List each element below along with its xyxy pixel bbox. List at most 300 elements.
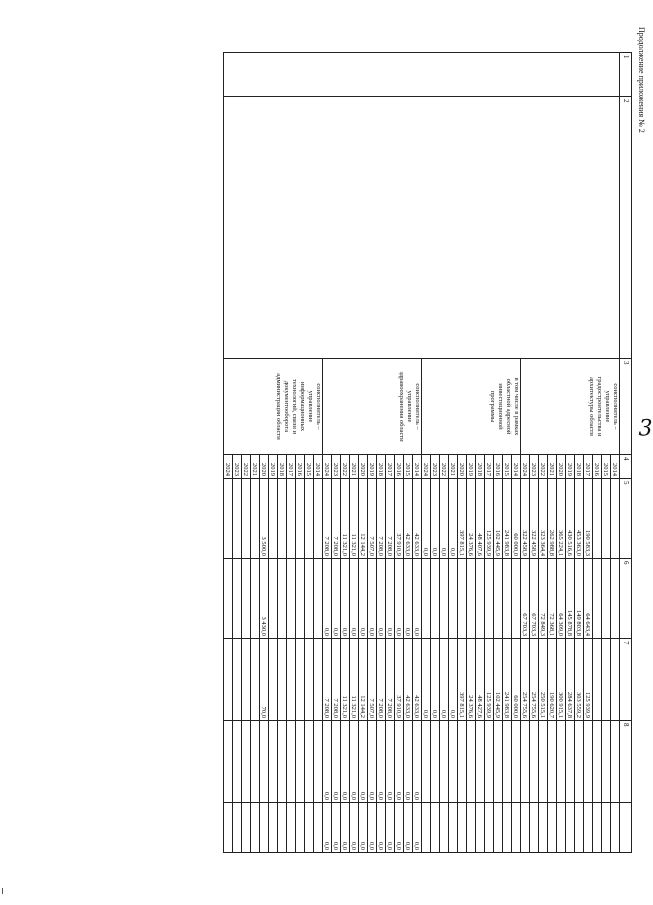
amount-col9-cell bbox=[557, 803, 566, 853]
amount-col7-cell bbox=[242, 639, 251, 721]
amount-total-cell: 0,0 bbox=[449, 479, 458, 559]
year-cell: 2020 bbox=[359, 455, 368, 479]
amount-col6-cell bbox=[503, 559, 512, 639]
year-cell: 2022 bbox=[341, 455, 350, 479]
amount-col9-cell: 0,0 bbox=[377, 803, 386, 853]
executor-line: здравоохранения области bbox=[398, 371, 405, 442]
amount-col9-cell bbox=[530, 803, 539, 853]
executor-line: соисполнитель – bbox=[612, 383, 619, 430]
amount-col6-cell bbox=[305, 559, 314, 639]
amount-col8-cell bbox=[431, 721, 440, 803]
amount-col7-cell: 7 208,0 bbox=[377, 639, 386, 721]
amount-col8-cell: 0,0 bbox=[332, 721, 341, 803]
amount-total-cell bbox=[278, 479, 287, 559]
executor-line: технологий, связи и bbox=[291, 379, 298, 434]
amount-col6-cell bbox=[593, 559, 602, 639]
amount-col7-cell: 0,0 bbox=[422, 639, 431, 721]
amount-total-cell: 125 939,9 bbox=[485, 479, 494, 559]
year-cell: 2022 bbox=[440, 455, 449, 479]
amount-col6-cell: 0,0 bbox=[341, 559, 350, 639]
amount-col6-cell bbox=[224, 559, 233, 639]
amount-total-cell: 7 507,0 bbox=[368, 479, 377, 559]
amount-col6-cell: 0,0 bbox=[404, 559, 413, 639]
amount-total-cell: 102 445,9 bbox=[494, 479, 503, 559]
amount-col8-cell: 0,0 bbox=[377, 721, 386, 803]
amount-col8-cell bbox=[611, 721, 620, 803]
amount-total-cell: 37 910,9 bbox=[395, 479, 404, 559]
amount-col8-cell bbox=[269, 721, 278, 803]
executor-line: в том числе в рамках bbox=[513, 377, 520, 436]
amount-col8-cell bbox=[566, 721, 575, 803]
year-cell: 2016 bbox=[593, 455, 602, 479]
amount-col9-cell bbox=[458, 803, 467, 853]
year-cell: 2023 bbox=[233, 455, 242, 479]
executor-line: документооборота bbox=[283, 380, 290, 433]
amount-total-cell bbox=[251, 479, 260, 559]
year-cell: 2020 bbox=[458, 455, 467, 479]
year-cell: 2014 bbox=[611, 455, 620, 479]
amount-total-cell: 0,0 bbox=[440, 479, 449, 559]
handwritten-page-number: 3 bbox=[638, 416, 653, 442]
amount-col9-cell: 0,0 bbox=[341, 803, 350, 853]
amount-col7-cell: 24 376,6 bbox=[467, 639, 476, 721]
amount-col9-cell bbox=[431, 803, 440, 853]
year-cell: 2020 bbox=[557, 455, 566, 479]
amount-col6-cell bbox=[296, 559, 305, 639]
amount-col7-cell: 0,0 bbox=[440, 639, 449, 721]
executor-cell bbox=[323, 359, 422, 455]
amount-col6-cell bbox=[602, 559, 611, 639]
amount-col9-cell bbox=[269, 803, 278, 853]
year-cell: 2017 bbox=[584, 455, 593, 479]
amount-col8-cell bbox=[602, 721, 611, 803]
amount-total-cell: 322 458,9 bbox=[530, 479, 539, 559]
amount-col9-cell bbox=[278, 803, 287, 853]
year-cell: 2014 bbox=[413, 455, 422, 479]
amount-total-cell: 322 458,9 bbox=[521, 479, 530, 559]
year-cell: 2021 bbox=[449, 455, 458, 479]
amount-col7-cell bbox=[305, 639, 314, 721]
year-cell: 2016 bbox=[296, 455, 305, 479]
amount-col7-cell: 37 910,9 bbox=[395, 639, 404, 721]
amount-total-cell: 323 364,4 bbox=[539, 479, 548, 559]
amount-col8-cell bbox=[512, 721, 521, 803]
amount-col9-cell bbox=[539, 803, 548, 853]
year-cell: 2021 bbox=[548, 455, 557, 479]
year-cell: 2021 bbox=[251, 455, 260, 479]
amount-col7-cell: 190 620,7 bbox=[548, 639, 557, 721]
amount-col7-cell bbox=[611, 639, 620, 721]
amount-col7-cell: 254 755,6 bbox=[521, 639, 530, 721]
amount-col8-cell bbox=[521, 721, 530, 803]
amount-col7-cell: 70,0 bbox=[260, 639, 269, 721]
amount-col6-cell bbox=[512, 559, 521, 639]
amount-total-cell bbox=[611, 479, 620, 559]
colnum-8: 8 bbox=[620, 721, 632, 803]
amount-col9-cell bbox=[575, 803, 584, 853]
amount-col6-cell bbox=[251, 559, 260, 639]
amount-col9-cell bbox=[485, 803, 494, 853]
amount-col7-cell: 48 427,6 bbox=[476, 639, 485, 721]
amount-col7-cell: 7 208,0 bbox=[332, 639, 341, 721]
executor-line: программы bbox=[489, 390, 496, 423]
amount-col7-cell: 125 939,9 bbox=[584, 639, 593, 721]
amount-col7-cell: 11 321,0 bbox=[341, 639, 350, 721]
amount-col7-cell bbox=[251, 639, 260, 721]
amount-col6-cell bbox=[422, 559, 431, 639]
year-cell: 2017 bbox=[287, 455, 296, 479]
amount-col9-cell bbox=[440, 803, 449, 853]
amount-total-cell: 12 144,2 bbox=[359, 479, 368, 559]
amount-col9-cell bbox=[503, 803, 512, 853]
amount-total-cell: 0,0 bbox=[422, 479, 431, 559]
appendix-table bbox=[223, 52, 632, 853]
year-cell: 2022 bbox=[539, 455, 548, 479]
executor-line: инвестиционной bbox=[497, 383, 504, 430]
amount-col7-cell: 12 144,2 bbox=[359, 639, 368, 721]
amount-col8-cell bbox=[296, 721, 305, 803]
amount-col9-cell bbox=[260, 803, 269, 853]
amount-col8-cell: 0,0 bbox=[386, 721, 395, 803]
amount-col6-cell: 72 849,3 bbox=[539, 559, 548, 639]
year-cell: 2021 bbox=[350, 455, 359, 479]
amount-col7-cell: 0,0 bbox=[431, 639, 440, 721]
colnum-6: 6 bbox=[620, 559, 632, 639]
amount-col8-cell bbox=[278, 721, 287, 803]
amount-col6-cell bbox=[458, 559, 467, 639]
executor-line: управление bbox=[406, 390, 413, 423]
amount-col7-cell bbox=[593, 639, 602, 721]
amount-total-cell: 7 208,0 bbox=[332, 479, 341, 559]
amount-total-cell: 430 516,6 bbox=[566, 479, 575, 559]
amount-col6-cell: 64 309,0 bbox=[557, 559, 566, 639]
amount-col9-cell bbox=[494, 803, 503, 853]
amount-total-cell bbox=[314, 479, 323, 559]
amount-col9-cell bbox=[602, 803, 611, 853]
amount-total-cell bbox=[233, 479, 242, 559]
executor-line: градостроительства и bbox=[596, 376, 603, 437]
amount-col9-cell: 0,0 bbox=[359, 803, 368, 853]
amount-col8-cell: 0,0 bbox=[404, 721, 413, 803]
amount-col9-cell: 0,0 bbox=[413, 803, 422, 853]
amount-total-cell: 365 224,1 bbox=[557, 479, 566, 559]
amount-col7-cell: 42 633,0 bbox=[404, 639, 413, 721]
amount-col6-cell: 0,0 bbox=[359, 559, 368, 639]
amount-col8-cell bbox=[242, 721, 251, 803]
amount-col6-cell: 0,0 bbox=[323, 559, 332, 639]
amount-col6-cell bbox=[287, 559, 296, 639]
amount-total-cell: 24 376,6 bbox=[467, 479, 476, 559]
amount-col7-cell: 300 915,1 bbox=[557, 639, 566, 721]
amount-col8-cell bbox=[224, 721, 233, 803]
year-cell: 2024 bbox=[323, 455, 332, 479]
amount-col8-cell bbox=[557, 721, 566, 803]
amount-col9-cell: 0,0 bbox=[332, 803, 341, 853]
amount-col7-cell: 60 000,0 bbox=[512, 639, 521, 721]
colnum-9 bbox=[620, 803, 632, 853]
amount-col6-cell: 0,0 bbox=[413, 559, 422, 639]
amount-col7-cell: 0,0 bbox=[449, 639, 458, 721]
amount-total-cell: 190 583,3 bbox=[584, 479, 593, 559]
year-cell: 2024 bbox=[224, 455, 233, 479]
year-cell: 2015 bbox=[305, 455, 314, 479]
amount-total-cell bbox=[305, 479, 314, 559]
executor-line: администрации области bbox=[275, 373, 282, 440]
amount-col9-cell: 0,0 bbox=[404, 803, 413, 853]
amount-col8-cell: 0,0 bbox=[368, 721, 377, 803]
amount-col8-cell bbox=[251, 721, 260, 803]
amount-total-cell: 241 983,8 bbox=[503, 479, 512, 559]
amount-total-cell: 60 000,0 bbox=[512, 479, 521, 559]
amount-total-cell bbox=[602, 479, 611, 559]
executor-line: архитектуры области bbox=[588, 377, 595, 436]
year-cell: 2019 bbox=[467, 455, 476, 479]
table-row bbox=[611, 53, 620, 853]
amount-col8-cell: 0,0 bbox=[350, 721, 359, 803]
amount-col9-cell bbox=[251, 803, 260, 853]
amount-col8-cell bbox=[494, 721, 503, 803]
amount-col9-cell bbox=[548, 803, 557, 853]
amount-col6-cell: 67 703,3 bbox=[530, 559, 539, 639]
amount-col7-cell bbox=[269, 639, 278, 721]
amount-col6-cell: 0,0 bbox=[395, 559, 404, 639]
amount-col8-cell bbox=[584, 721, 593, 803]
amount-col7-cell: 250 515,1 bbox=[539, 639, 548, 721]
amount-col7-cell bbox=[296, 639, 305, 721]
year-cell: 2020 bbox=[260, 455, 269, 479]
amount-col6-cell: 72 368,1 bbox=[548, 559, 557, 639]
amount-col9-cell: 0,0 bbox=[395, 803, 404, 853]
amount-col6-cell: 145 878,8 bbox=[566, 559, 575, 639]
amount-total-cell: 11 321,0 bbox=[341, 479, 350, 559]
amount-col8-cell bbox=[593, 721, 602, 803]
executor-cell bbox=[521, 359, 620, 455]
amount-col6-cell bbox=[485, 559, 494, 639]
amount-col9-cell bbox=[314, 803, 323, 853]
year-cell: 2024 bbox=[422, 455, 431, 479]
amount-col9-cell bbox=[467, 803, 476, 853]
year-cell: 2016 bbox=[395, 455, 404, 479]
amount-col6-cell: 64 643,4 bbox=[584, 559, 593, 639]
amount-col7-cell: 42 633,0 bbox=[413, 639, 422, 721]
amount-col9-cell bbox=[242, 803, 251, 853]
year-cell: 2014 bbox=[512, 455, 521, 479]
executor-line: управление bbox=[307, 390, 314, 423]
amount-col6-cell bbox=[431, 559, 440, 639]
amount-col6-cell bbox=[611, 559, 620, 639]
amount-col7-cell bbox=[278, 639, 287, 721]
year-cell: 2024 bbox=[521, 455, 530, 479]
continuation-label: Продолжение приложения № 2 bbox=[637, 27, 646, 133]
amount-col8-cell bbox=[440, 721, 449, 803]
amount-total-cell bbox=[269, 479, 278, 559]
amount-col7-cell: 303 559,2 bbox=[575, 639, 584, 721]
amount-col6-cell: 3 430,0 bbox=[260, 559, 269, 639]
amount-col7-cell: 7 208,0 bbox=[323, 639, 332, 721]
amount-col9-cell bbox=[521, 803, 530, 853]
amount-col8-cell bbox=[467, 721, 476, 803]
year-cell: 2014 bbox=[314, 455, 323, 479]
amount-col7-cell bbox=[233, 639, 242, 721]
amount-col6-cell bbox=[314, 559, 323, 639]
amount-col6-cell bbox=[449, 559, 458, 639]
executor-line: соисполнитель – bbox=[315, 383, 322, 430]
amount-total-cell: 397 815,1 bbox=[458, 479, 467, 559]
amount-total-cell: 453 363,0 bbox=[575, 479, 584, 559]
amount-col9-cell bbox=[476, 803, 485, 853]
amount-col8-cell bbox=[548, 721, 557, 803]
amount-total-cell bbox=[593, 479, 602, 559]
year-cell: 2016 bbox=[494, 455, 503, 479]
amount-col8-cell bbox=[539, 721, 548, 803]
amount-col7-cell: 11 321,0 bbox=[350, 639, 359, 721]
amount-total-cell: 42 633,0 bbox=[413, 479, 422, 559]
amount-col6-cell bbox=[467, 559, 476, 639]
amount-total-cell: 7 208,0 bbox=[377, 479, 386, 559]
amount-col7-cell: 241 983,8 bbox=[503, 639, 512, 721]
amount-col9-cell bbox=[224, 803, 233, 853]
year-cell: 2018 bbox=[476, 455, 485, 479]
amount-col9-cell bbox=[512, 803, 521, 853]
amount-col8-cell bbox=[530, 721, 539, 803]
executor-cell bbox=[224, 359, 323, 455]
column-number-row bbox=[620, 53, 632, 853]
amount-col9-cell: 0,0 bbox=[350, 803, 359, 853]
amount-col6-cell bbox=[476, 559, 485, 639]
amount-col9-cell bbox=[305, 803, 314, 853]
executor-line: управление bbox=[604, 390, 611, 423]
executor-line: соисполнитель – bbox=[414, 383, 421, 430]
amount-col6-cell bbox=[278, 559, 287, 639]
amount-col6-cell: 0,0 bbox=[377, 559, 386, 639]
amount-col7-cell bbox=[224, 639, 233, 721]
amount-col8-cell bbox=[449, 721, 458, 803]
amount-col6-cell: 0,0 bbox=[350, 559, 359, 639]
colnum-1: 1 bbox=[620, 53, 632, 97]
amount-col8-cell bbox=[305, 721, 314, 803]
amount-total-cell: 262 988,8 bbox=[548, 479, 557, 559]
amount-col8-cell bbox=[458, 721, 467, 803]
year-cell: 2019 bbox=[368, 455, 377, 479]
amount-total-cell: 42 633,0 bbox=[404, 479, 413, 559]
year-cell: 2017 bbox=[386, 455, 395, 479]
amount-col6-cell: 0,0 bbox=[332, 559, 341, 639]
amount-col9-cell: 0,0 bbox=[368, 803, 377, 853]
amount-total-cell: 11 321,0 bbox=[350, 479, 359, 559]
amount-total-cell: 0,0 bbox=[431, 479, 440, 559]
amount-col9-cell bbox=[593, 803, 602, 853]
executor-line: информационных bbox=[299, 381, 306, 432]
amount-col9-cell bbox=[566, 803, 575, 853]
amount-col7-cell bbox=[287, 639, 296, 721]
col-2-cell bbox=[224, 97, 620, 359]
amount-col6-cell: 0,0 bbox=[368, 559, 377, 639]
colnum-3: 3 bbox=[620, 359, 632, 455]
amount-col7-cell: 7 507,0 bbox=[368, 639, 377, 721]
amount-col9-cell bbox=[422, 803, 431, 853]
year-cell: 2015 bbox=[404, 455, 413, 479]
amount-col6-cell bbox=[233, 559, 242, 639]
colnum-5: 5 bbox=[620, 479, 632, 559]
amount-col8-cell bbox=[260, 721, 269, 803]
amount-col7-cell: 7 208,0 bbox=[386, 639, 395, 721]
year-cell: 2022 bbox=[242, 455, 251, 479]
amount-col9-cell bbox=[296, 803, 305, 853]
colnum-4: 4 bbox=[620, 455, 632, 479]
year-cell: 2015 bbox=[503, 455, 512, 479]
year-cell: 2017 bbox=[485, 455, 494, 479]
amount-col6-cell: 149 803,8 bbox=[575, 559, 584, 639]
amount-col6-cell bbox=[242, 559, 251, 639]
amount-col7-cell bbox=[602, 639, 611, 721]
executor-cell bbox=[422, 359, 521, 455]
amount-col7-cell: 102 445,9 bbox=[494, 639, 503, 721]
amount-total-cell bbox=[287, 479, 296, 559]
year-cell: 2015 bbox=[602, 455, 611, 479]
year-cell: 2019 bbox=[566, 455, 575, 479]
year-cell: 2018 bbox=[575, 455, 584, 479]
amount-col9-cell: 0,0 bbox=[386, 803, 395, 853]
year-cell: 2018 bbox=[278, 455, 287, 479]
colnum-7: 7 bbox=[620, 639, 632, 721]
amount-col9-cell bbox=[233, 803, 242, 853]
amount-total-cell bbox=[296, 479, 305, 559]
amount-col8-cell bbox=[485, 721, 494, 803]
amount-col8-cell bbox=[575, 721, 584, 803]
amount-total-cell: 48 407,6 bbox=[476, 479, 485, 559]
amount-col6-cell bbox=[269, 559, 278, 639]
amount-col6-cell bbox=[494, 559, 503, 639]
amount-col7-cell: 125 939,9 bbox=[485, 639, 494, 721]
amount-col7-cell: 397 815,1 bbox=[458, 639, 467, 721]
col-1-cell bbox=[224, 53, 620, 97]
amount-col6-cell: 67 703,3 bbox=[521, 559, 530, 639]
amount-col9-cell bbox=[287, 803, 296, 853]
amount-col8-cell bbox=[287, 721, 296, 803]
colnum-2: 2 bbox=[620, 97, 632, 359]
amount-total-cell bbox=[224, 479, 233, 559]
amount-col9-cell bbox=[584, 803, 593, 853]
year-cell: 2019 bbox=[269, 455, 278, 479]
amount-col6-cell: 0,0 bbox=[386, 559, 395, 639]
amount-total-cell bbox=[242, 479, 251, 559]
amount-col8-cell: 0,0 bbox=[359, 721, 368, 803]
year-cell: 2018 bbox=[377, 455, 386, 479]
year-cell: 2023 bbox=[530, 455, 539, 479]
amount-col7-cell: 254 755,6 bbox=[530, 639, 539, 721]
amount-col8-cell bbox=[233, 721, 242, 803]
amount-col8-cell: 0,0 bbox=[395, 721, 404, 803]
year-cell: 2023 bbox=[431, 455, 440, 479]
amount-col8-cell: 0,0 bbox=[323, 721, 332, 803]
amount-col8-cell bbox=[314, 721, 323, 803]
amount-col9-cell bbox=[449, 803, 458, 853]
amount-col8-cell bbox=[422, 721, 431, 803]
amount-total-cell: 3 500,0 bbox=[260, 479, 269, 559]
amount-col6-cell bbox=[440, 559, 449, 639]
year-cell: 2023 bbox=[332, 455, 341, 479]
amount-col8-cell bbox=[476, 721, 485, 803]
amount-col9-cell bbox=[611, 803, 620, 853]
amount-col8-cell: 0,0 bbox=[413, 721, 422, 803]
executor-line: областной адресной bbox=[505, 378, 512, 435]
amount-col7-cell: 284 637,8 bbox=[566, 639, 575, 721]
amount-total-cell: 7 208,0 bbox=[323, 479, 332, 559]
amount-col9-cell: 0,0 bbox=[323, 803, 332, 853]
amount-col8-cell bbox=[503, 721, 512, 803]
amount-col7-cell bbox=[314, 639, 323, 721]
amount-total-cell: 7 208,0 bbox=[386, 479, 395, 559]
